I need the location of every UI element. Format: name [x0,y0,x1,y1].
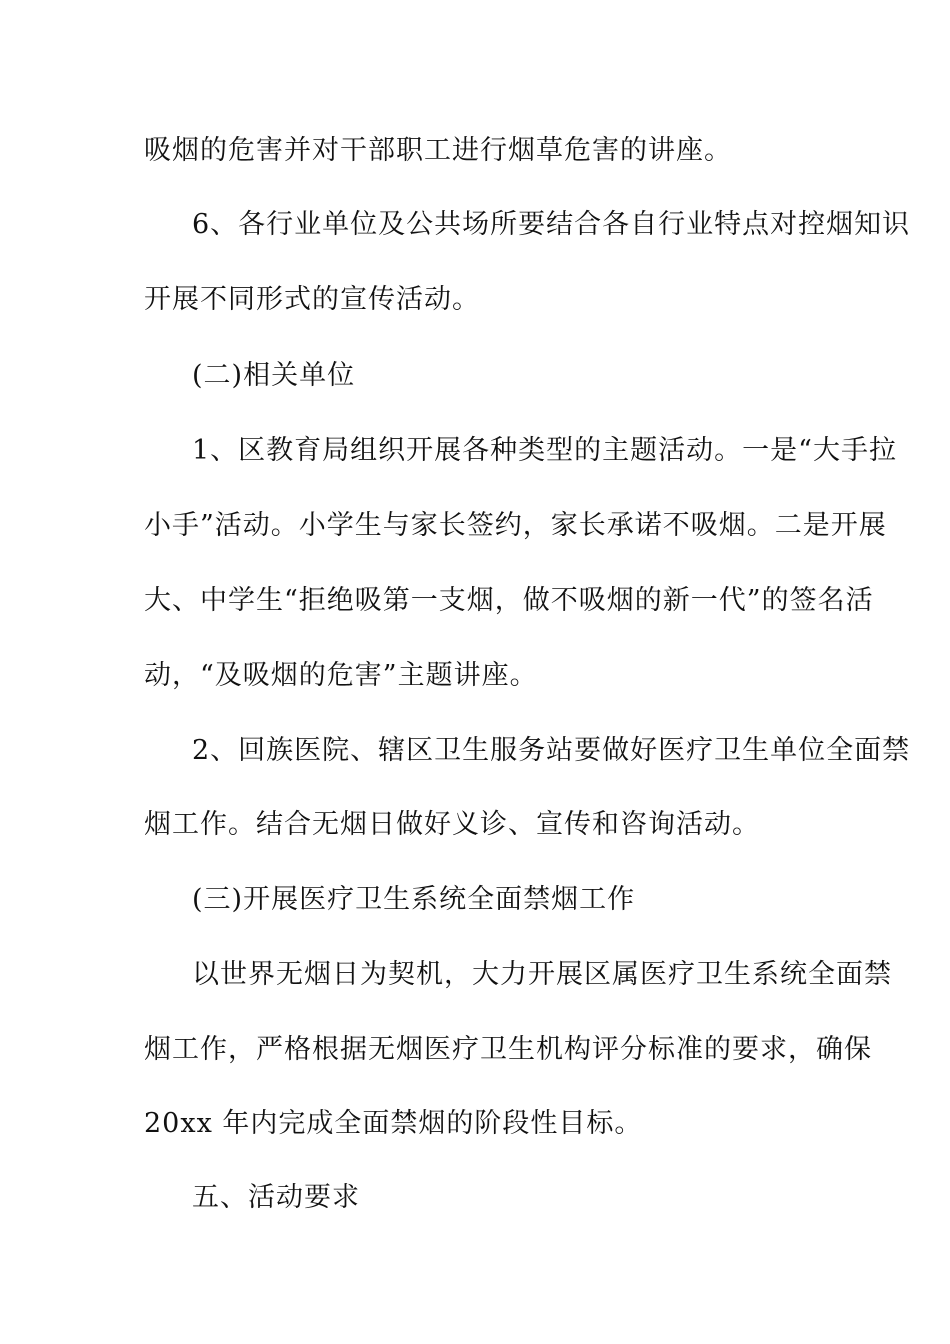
paragraph-line: 6、各行业单位及公共场所要结合各自行业特点对控烟知识 [192,209,911,240]
paragraph-line: 以世界无烟日为契机，大力开展区属医疗卫生系统全面禁 [192,959,892,990]
paragraph-line: 烟工作。结合无烟日做好义诊、宣传和咨询活动。 [144,809,760,840]
paragraph-line: 2、回族医院、辖区卫生服务站要做好医疗卫生单位全面禁 [192,735,911,766]
section-heading: 五、活动要求 [192,1182,360,1213]
paragraph-line: 小手”活动。小学生与家长签约，家长承诺不吸烟。二是开展 [144,510,887,541]
section-heading: (三)开展医疗卫生系统全面禁烟工作 [192,884,636,915]
paragraph-line: 1、区教育局组织开展各种类型的主题活动。一是“大手拉 [192,435,897,466]
paragraph-line: 大、中学生“拒绝吸第一支烟，做不吸烟的新一代”的签名活 [144,585,874,616]
paragraph-line: 吸烟的危害并对干部职工进行烟草危害的讲座。 [144,135,732,166]
paragraph-line: 动，“及吸烟的危害”主题讲座。 [144,660,538,691]
paragraph-line: 20xx 年内完成全面禁烟的阶段性目标。 [144,1108,643,1139]
paragraph-line: 开展不同形式的宣传活动。 [144,284,480,315]
section-heading: (二)相关单位 [192,360,356,391]
paragraph-line: 烟工作，严格根据无烟医疗卫生机构评分标准的要求，确保 [144,1034,872,1065]
